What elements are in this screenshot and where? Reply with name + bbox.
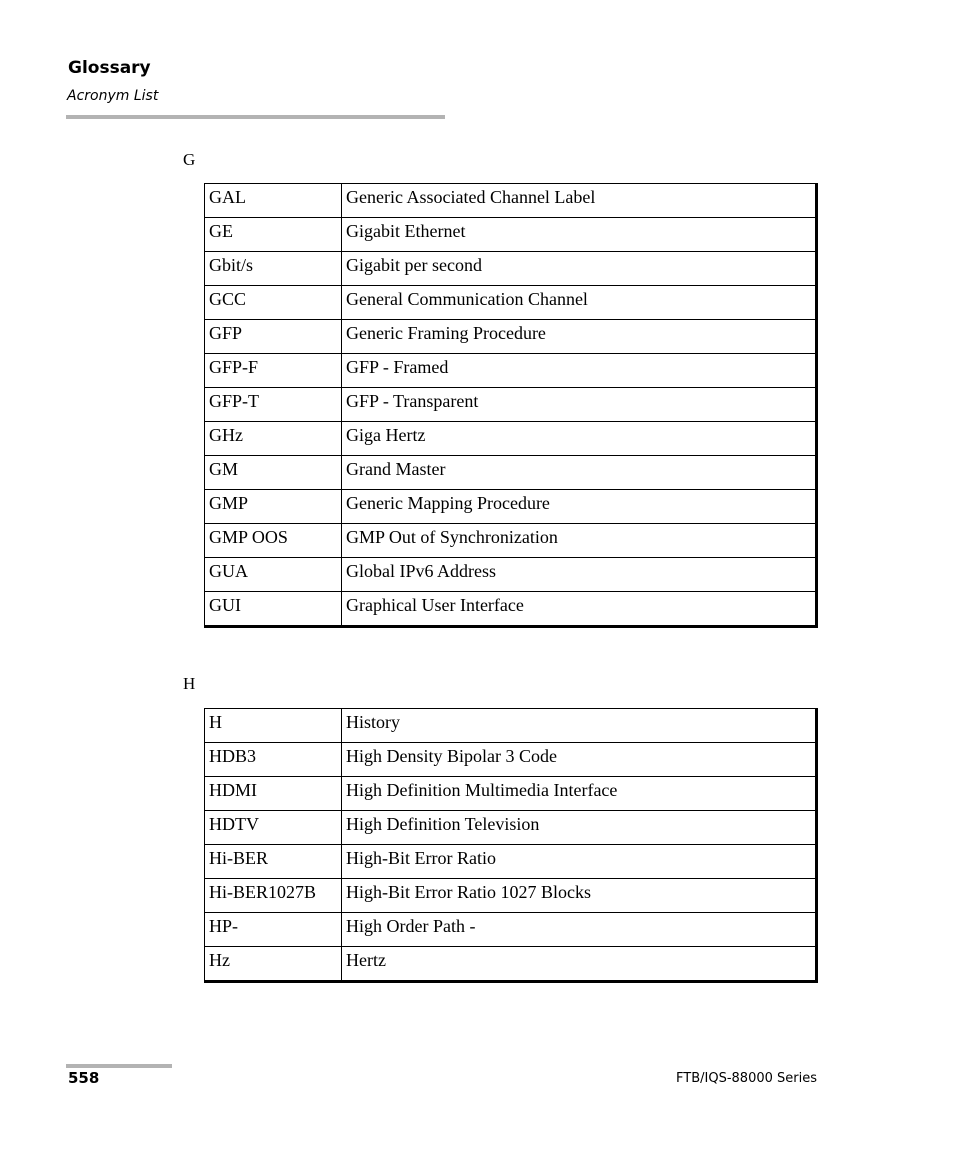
table-row: [205, 709, 817, 743]
definition-cell: Global IPv6 Address: [342, 558, 817, 592]
acronym-cell: GE: [205, 218, 342, 252]
table-row: [205, 252, 817, 286]
acronym-cell: HDTV: [205, 811, 342, 845]
acronym-cell: H: [205, 709, 342, 743]
table-row: [205, 422, 817, 456]
table-row: [205, 218, 817, 252]
section-letter-h: H: [183, 674, 196, 693]
definition-cell: Graphical User Interface: [342, 592, 817, 627]
table-row: [205, 947, 817, 982]
table-row: [205, 184, 817, 218]
acronym-cell: GUI: [205, 592, 342, 627]
table-row: [205, 388, 817, 422]
acronym-cell: HDMI: [205, 777, 342, 811]
table-row: [205, 879, 817, 913]
section-letter-g: G: [183, 150, 196, 169]
acronym-cell: GAL: [205, 184, 342, 218]
footer-rule: [66, 1064, 172, 1068]
definition-cell: GFP - Framed: [342, 354, 817, 388]
definition-cell: High-Bit Error Ratio: [342, 845, 817, 879]
definition-cell: High Definition Television: [342, 811, 817, 845]
series-name: FTB/IQS-88000 Series: [676, 1071, 817, 1086]
table-row: [205, 524, 817, 558]
definition-cell: GMP Out of Synchronization: [342, 524, 817, 558]
acronym-table-g: [204, 183, 818, 628]
acronym-cell: Hz: [205, 947, 342, 982]
definition-cell: High Order Path -: [342, 913, 817, 947]
acronym-cell: GUA: [205, 558, 342, 592]
table-row: [205, 354, 817, 388]
header-rule: [66, 115, 445, 119]
table-row: [205, 286, 817, 320]
acronym-cell: GCC: [205, 286, 342, 320]
definition-cell: Giga Hertz: [342, 422, 817, 456]
definition-cell: Generic Mapping Procedure: [342, 490, 817, 524]
acronym-cell: GM: [205, 456, 342, 490]
acronym-cell: Hi-BER: [205, 845, 342, 879]
table-row: [205, 592, 817, 627]
acronym-cell: HDB3: [205, 743, 342, 777]
page-subtitle: Acronym List: [67, 88, 159, 104]
acronym-cell: GMP: [205, 490, 342, 524]
table-row: [205, 811, 817, 845]
page-number: 558: [68, 1069, 100, 1087]
definition-cell: History: [342, 709, 817, 743]
acronym-table-h: [204, 708, 818, 983]
table-row: [205, 490, 817, 524]
acronym-cell: GFP: [205, 320, 342, 354]
table-row: [205, 743, 817, 777]
acronym-cell: HP-: [205, 913, 342, 947]
definition-cell: Generic Framing Procedure: [342, 320, 817, 354]
definition-cell: GFP - Transparent: [342, 388, 817, 422]
table-row: [205, 456, 817, 490]
acronym-cell: GFP-F: [205, 354, 342, 388]
table-row: [205, 558, 817, 592]
page-title: Glossary: [68, 58, 151, 78]
acronym-cell: GMP OOS: [205, 524, 342, 558]
acronym-cell: GFP-T: [205, 388, 342, 422]
definition-cell: High Definition Multimedia Interface: [342, 777, 817, 811]
definition-cell: Grand Master: [342, 456, 817, 490]
acronym-cell: Gbit/s: [205, 252, 342, 286]
table-row: [205, 777, 817, 811]
acronym-cell: GHz: [205, 422, 342, 456]
acronym-cell: Hi-BER1027B: [205, 879, 342, 913]
table-row: [205, 913, 817, 947]
definition-cell: High-Bit Error Ratio 1027 Blocks: [342, 879, 817, 913]
table-row: [205, 845, 817, 879]
definition-cell: Hertz: [342, 947, 817, 982]
definition-cell: Gigabit per second: [342, 252, 817, 286]
definition-cell: Gigabit Ethernet: [342, 218, 817, 252]
table-row: [205, 320, 817, 354]
definition-cell: General Communication Channel: [342, 286, 817, 320]
definition-cell: High Density Bipolar 3 Code: [342, 743, 817, 777]
definition-cell: Generic Associated Channel Label: [342, 184, 817, 218]
